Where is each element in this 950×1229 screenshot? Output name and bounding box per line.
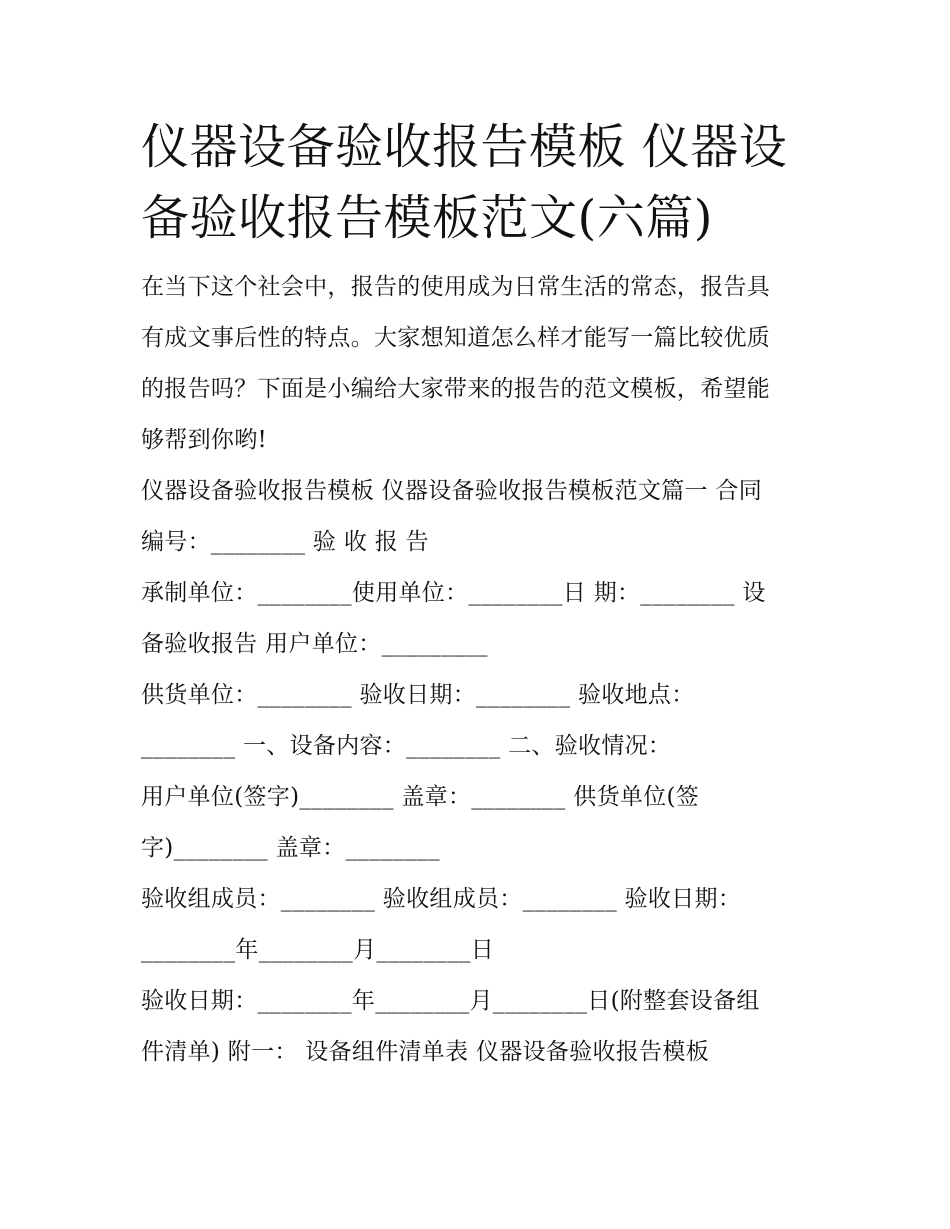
body-line: 备验收报告 用户单位：_________ [141, 631, 488, 657]
body-line: 承制单位：________使用单位：________日 期：________ 设 [141, 580, 766, 606]
document-page [141, 112, 813, 1078]
document-body [141, 262, 813, 1078]
body-line: 在当下这个社会中，报告的使用成为日常生活的常态，报告具 [141, 274, 771, 300]
body-line: 的报告吗？下面是小编给大家带来的报告的范文模板，希望能 [141, 376, 771, 402]
body-line: 验收组成员：________ 验收组成员：________ 验收日期： [141, 886, 742, 912]
body-line: 够帮到你哟! [141, 427, 268, 453]
document-title [141, 112, 813, 254]
title-line: 备验收报告模板范文(六篇) [141, 190, 713, 246]
body-line: ________ 一、设备内容：________ 二、验收情况： [141, 733, 672, 759]
body-line: ________年________月________日 [141, 937, 495, 963]
title-line: 仪器设备验收报告模板 仪器设 [141, 119, 788, 175]
body-line: 编号：________ 验 收 报 告 [141, 529, 429, 555]
body-line: 有成文事后性的特点。大家想知道怎么样才能写一篇比较优质 [141, 325, 771, 351]
body-line: 字)________ 盖章：________ [141, 835, 440, 861]
body-line: 仪器设备验收报告模板 仪器设备验收报告模板范文篇一 合同 [141, 478, 763, 504]
body-line: 件清单) 附一： 设备组件清单表 仪器设备验收报告模板 [141, 1039, 710, 1065]
body-line: 验收日期：________年________月________日(附整套设备组 [141, 988, 760, 1014]
body-line: 供货单位：________ 验收日期：________ 验收地点： [141, 682, 695, 708]
body-line: 用户单位(签字)________ 盖章：________ 供货单位(签 [141, 784, 700, 810]
